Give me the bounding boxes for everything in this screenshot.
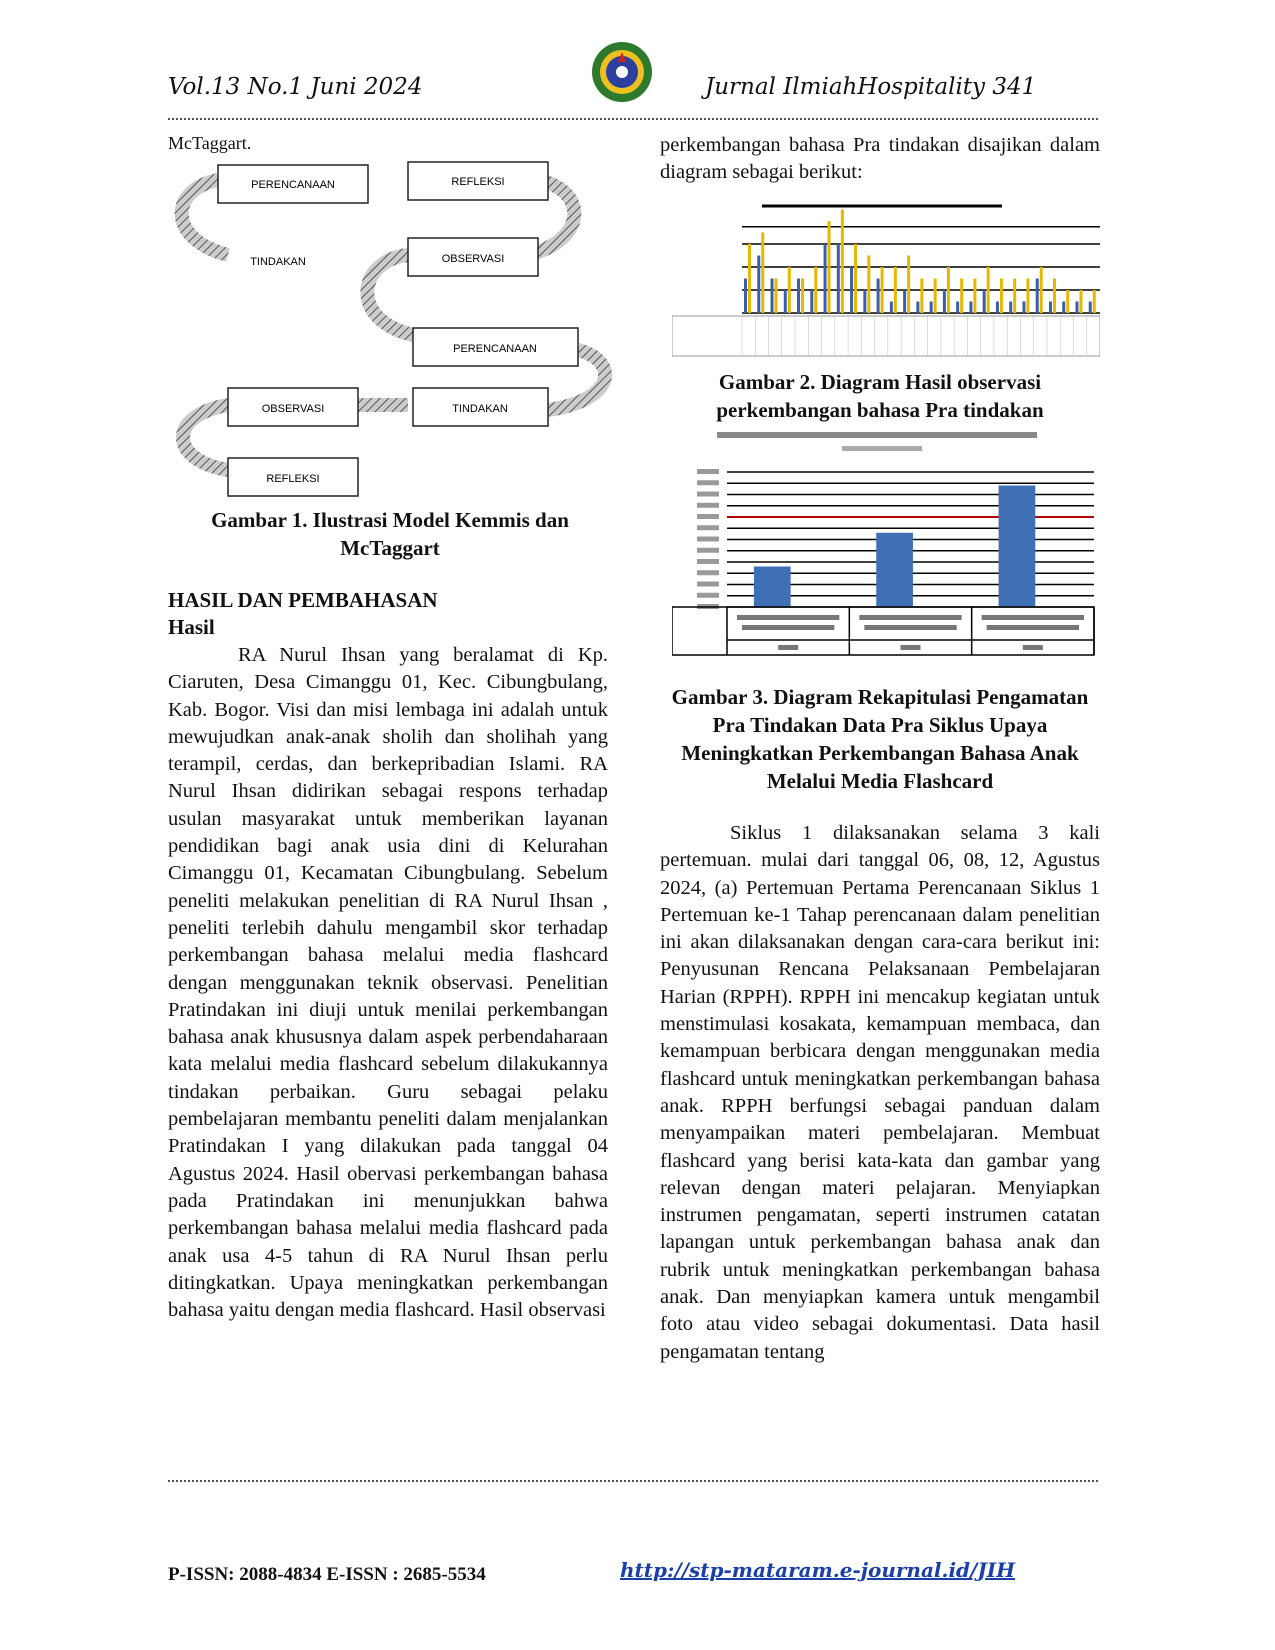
box-label: PERENCANAAN bbox=[453, 343, 537, 355]
bar-mark bbox=[983, 290, 986, 313]
bar-mark bbox=[1075, 302, 1078, 314]
bar-mark bbox=[1053, 279, 1056, 314]
box-label: REFLEKSI bbox=[266, 473, 320, 485]
bar-mark bbox=[890, 302, 893, 314]
bar-mark bbox=[1026, 279, 1029, 314]
category-label-scan bbox=[742, 625, 834, 630]
tick-label-scan bbox=[697, 570, 719, 575]
value-label-scan bbox=[778, 645, 798, 650]
bar-mark bbox=[881, 267, 884, 313]
bar-mark bbox=[837, 244, 840, 313]
bar-mark bbox=[828, 221, 831, 313]
tick-label-scan bbox=[697, 559, 719, 564]
tick-label-scan bbox=[697, 469, 719, 474]
tick-label-scan bbox=[697, 593, 719, 598]
figure2-chart bbox=[672, 188, 1100, 363]
figure3-chart bbox=[672, 432, 1097, 657]
header-divider bbox=[168, 118, 1098, 120]
tick-label-scan bbox=[697, 582, 719, 587]
bar-mark bbox=[850, 267, 853, 313]
journal-url-link[interactable]: http://stp-mataram.e-journal.id/JIH bbox=[620, 1558, 1016, 1582]
journal-logo bbox=[590, 40, 654, 104]
bar-mark bbox=[801, 279, 804, 314]
bar-mark bbox=[784, 290, 787, 313]
bar-mark bbox=[1009, 302, 1012, 314]
bar-mark bbox=[1049, 302, 1052, 314]
bar-mark bbox=[757, 256, 760, 314]
bar-mark bbox=[877, 279, 880, 314]
box-label: REFLEKSI bbox=[451, 176, 505, 188]
value-label-scan bbox=[901, 645, 921, 650]
bar-mark bbox=[956, 302, 959, 314]
box-observasi-1 bbox=[408, 238, 538, 276]
bar-mark bbox=[1036, 279, 1039, 314]
bar-mark bbox=[876, 533, 913, 607]
left-top-fragment: McTaggart. bbox=[168, 133, 252, 153]
bar-mark bbox=[748, 244, 751, 313]
subsection-heading: Hasil bbox=[168, 615, 215, 639]
tick-label-scan bbox=[697, 492, 719, 497]
category-label-scan bbox=[737, 615, 839, 620]
tick-label-scan bbox=[697, 503, 719, 508]
journal-name-header: Jurnal IlmiahHospitality 341 bbox=[705, 74, 1037, 100]
box-observasi-2 bbox=[228, 388, 358, 426]
box-perencanaan-1 bbox=[218, 165, 368, 203]
bar-mark bbox=[824, 244, 827, 313]
bar-mark bbox=[999, 486, 1036, 608]
bar-mark bbox=[934, 279, 937, 314]
bar-mark bbox=[814, 267, 817, 313]
bar-mark bbox=[841, 210, 844, 314]
bar-mark bbox=[969, 302, 972, 314]
bar-mark bbox=[810, 290, 813, 313]
figure3-caption: Gambar 3. Diagram Rekapitulasi Pengamatan Pra Tindakan Data Pra Siklus Upaya Meningkatkan Perkembangan Bahasa Anak Melalui Media Flashcard bbox=[671, 685, 1089, 793]
tick-label-scan bbox=[697, 537, 719, 542]
bar-mark bbox=[771, 279, 774, 314]
bar-mark bbox=[1040, 267, 1043, 313]
value-label-scan bbox=[1023, 645, 1043, 650]
bar-mark bbox=[920, 279, 923, 314]
bar-mark bbox=[903, 290, 906, 313]
bar-mark bbox=[1022, 302, 1025, 314]
bar-mark bbox=[1013, 279, 1016, 314]
bar-mark bbox=[1079, 290, 1082, 313]
bar-mark bbox=[754, 567, 791, 608]
bar-mark bbox=[1089, 302, 1092, 314]
category-label-scan bbox=[982, 615, 1084, 620]
tick-label-scan bbox=[697, 514, 719, 519]
bar-mark bbox=[761, 233, 764, 314]
box-tindakan-2 bbox=[413, 388, 548, 426]
bar-mark bbox=[987, 267, 990, 313]
box-label: TINDAKAN bbox=[250, 256, 306, 268]
bar-mark bbox=[1093, 290, 1096, 313]
bar-mark bbox=[867, 256, 870, 314]
category-label-scan bbox=[859, 615, 961, 620]
bar-mark bbox=[1062, 302, 1065, 314]
bar-mark bbox=[973, 279, 976, 314]
bar-mark bbox=[863, 290, 866, 313]
bar-mark bbox=[930, 302, 933, 314]
journal-volume-header: Vol.13 No.1 Juni 2024 bbox=[168, 74, 423, 100]
bar-mark bbox=[947, 267, 950, 313]
tick-label-scan bbox=[697, 548, 719, 553]
footer-divider bbox=[168, 1480, 1098, 1482]
box-tindakan-1 bbox=[250, 256, 306, 268]
bar-mark bbox=[943, 290, 946, 313]
box-label: OBSERVASI bbox=[261, 403, 325, 415]
bar-mark bbox=[960, 279, 963, 314]
tick-label-scan bbox=[697, 525, 719, 530]
bar-mark bbox=[854, 244, 857, 313]
bar-mark bbox=[797, 279, 800, 314]
left-body-paragraph: RA Nurul Ihsan yang beralamat di Kp. Ciaruten, Desa Cimanggu 01, Kec. Cibungbulang, Kab. Bogor. Visi dan misi lembaga ini adalah untuk mewujudkan anak-anak sholih dan sholihah yang terampil, cerdas, dan berkepribadian Islami. RA Nurul Ihsan didirikan sebagai respons terhadap usulan masyarakat untuk memberikan layanan pendidikan bagi anak usia dini di Kelurahan Cimanggu 01, Kecamatan Cibungbulang. Sebelum peneliti melakukan penelitian di RA Nurul Ihsan , peneliti terlebih dahulu mengambil skor terhadap perkembangan bahasa melalui media flashcard dengan menggunakan teknik observasi. Penelitian Pratindakan ini diuji untuk menilai perkembangan bahasa anak khususnya dalam aspek perbendaharaan kata melalui media flashcard sebelum dilakukannya tindakan perbaikan. Guru sebagai pelaku pembelajaran membantu peneliti dalam menjalankan Pratindakan I yang dilakukan pada tanggal 04 Agustus 2024. Hasil obervasi perkembangan bahasa pada Pratindakan ini menunjukkan bahwa perkembangan bahasa melalui media flashcard pada anak usa 4-5 tahun di RA Nurul Ihsan perlu ditingkatkan. Upaya meningkatkan perkembangan bahasa yaitu dengan media flashcard. Hasil observasi bbox=[168, 644, 608, 1322]
data-table bbox=[672, 316, 1100, 356]
tick-label-scan bbox=[697, 480, 719, 485]
title-scan bbox=[717, 432, 1037, 438]
box-label: PERENCANAAN bbox=[251, 179, 335, 191]
figure2-caption: Gambar 2. Diagram Hasil observasi perkembangan bahasa Pra tindakan bbox=[716, 370, 1044, 422]
bar-mark bbox=[916, 302, 919, 314]
bar-mark bbox=[775, 279, 778, 314]
bar-mark bbox=[907, 256, 910, 314]
bar-mark bbox=[996, 302, 999, 314]
box-refleksi-2 bbox=[228, 458, 358, 496]
figure1-caption: Gambar 1. Ilustrasi Model Kemmis dan McTaggart bbox=[211, 508, 569, 560]
box-label: OBSERVASI bbox=[441, 253, 505, 265]
bar-mark bbox=[788, 267, 791, 313]
section-heading: HASIL DAN PEMBAHASAN bbox=[168, 588, 438, 612]
category-label-scan bbox=[987, 625, 1079, 630]
subtitle-scan bbox=[842, 446, 922, 451]
box-perencanaan-2 bbox=[413, 328, 578, 366]
bar-mark bbox=[1066, 290, 1069, 313]
bar-mark bbox=[1000, 279, 1003, 314]
issn-footer: P-ISSN: 2088-4834 E-ISSN : 2685-5534 bbox=[168, 1564, 486, 1585]
figure1-kemmis-model bbox=[168, 160, 618, 500]
right-body-paragraph: Siklus 1 dilaksanakan selama 3 kali pertemuan. mulai dari tanggal 06, 08, 12, Agustus 2024, (a) Pertemuan Pertama Perencanaan Siklus 1 Pertemuan ke-1 Tahap perencanaan dalam penelitian ini akan dilaksanakan dengan cara-cara berikut ini: Penyusunan Rencana Pelaksanaan Pembelajaran Harian (RPPH). RPPH ini mencakup kegiatan untuk menstimulasi kosakata, kemampuan membaca, dan kemampuan berbicara dengan menggunakan media flashcard untuk meningkatkan perkembangan bahasa anak. RPPH berfungsi sebagai panduan dalam menyampaikan materi pembelajaran. Membuat flashcard yang berisi kata-kata dan gambar yang relevan dengan materi pelajaran. Menyiapkan instrumen pengamatan, seperti instrumen catatan lapangan untuk perkembangan bahasa anak dan rubrik untuk meningkatkan perkembangan bahasa anak. Dan menyiapkan kamera untuk mengambil foto atau video sebagai dokumentasi. Data hasil pengamatan tentang bbox=[660, 822, 1100, 1363]
bar-mark bbox=[894, 267, 897, 313]
category-label-scan bbox=[864, 625, 956, 630]
box-refleksi-1 bbox=[408, 162, 548, 200]
bar-mark bbox=[744, 279, 747, 314]
box-label: TINDAKAN bbox=[452, 403, 508, 415]
right-top-fragment: perkembangan bahasa Pra tindakan disajikan dalam diagram sebagai berikut: bbox=[660, 134, 1100, 184]
